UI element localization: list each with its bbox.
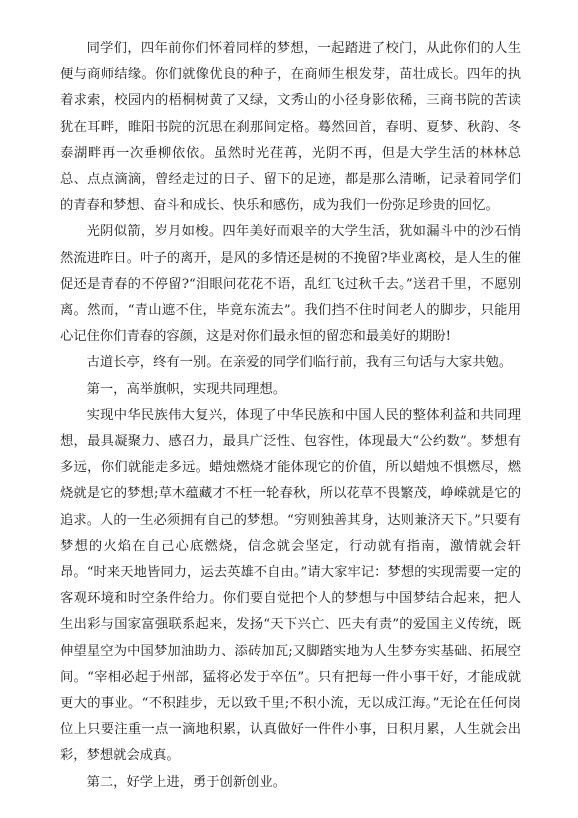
paragraph-intro: 同学们，四年前你们怀着同样的梦想，一起踏进了校门，从此你们的人生便与商师结缘。你们就像优良的种子，在商师生根发芽，苗壮成长。四年的执着求索，校园内的梧桐树黄了又绿，文秀山的小径身影依稀，三商书院的苦读犹在耳畔，睢阳书院的沉思在刹那间定格。蓦然回首，春明、夏梦、秋韵、冬泰湖畔再一次垂柳依依。虽然时光荏苒，光阴不再，但是大学生活的林林总总、点点滴滴，曾经走过的日子、留下的足迹，都是那么清晰，记录着同学们的青春和梦想、奋斗和成长、快乐和感伤，成为我们一份弥足珍贵的回忆。 <box>60 41 521 214</box>
heading-point-two: 第二，好学上进，勇于创新创业。 <box>86 774 287 790</box>
paragraph-dream: 实现中华民族伟大复兴，体现了中华民族和中国人民的整体利益和共同理想，最具凝聚力、感召力，最具广泛性、包容性，体现最大“公约数”。梦想有多远，你们就能走多远。蜡烛燃烧才能体现它的价值，所以蜡烛不惧燃尽，燃烧就是它的梦想;草木蕴藏才不枉一轮春秋，所以花草不畏繁茂，峥嵘就是它的追求。人的一生必须拥有自己的梦想。“穷则独善其身，达则兼济天下。”只要有梦想的火焰在自己心底燃烧，信念就会坚定，行动就有指南，激情就会轩昂。“时来天地皆同力，运去英雄不自由。”请大家牢记：梦想的实现需要一定的客观环境和时空条件给力。你们要自觉把个人的梦想与中国梦结合起来，把人生出彩与国家富强联系起来，发扬“天下兴亡、匹夫有责”的爱国主义传统，既伸望星空为中国梦加油助力、添砖加瓦;又脚踏实地为人生梦夯实基础、拓展空间。“宰相必起于州部，猛将必发于卒伍”。只有把每一件小事干好，才能成就更大的事业。“不积跬步，无以致千里;不积小流，无以成江海。”无论在任何岗位上只要注重一点一滴地积累，认真做好一件件小事，日积月累，人生就会出彩，梦想就会成真。 <box>60 407 521 764</box>
document-body <box>60 36 521 796</box>
paragraph-farewell: 古道长亭，终有一别。在亲爱的同学们临行前，我有三句话与大家共勉。 <box>86 355 513 371</box>
heading-point-one: 第一，高举旗帜，实现共同理想。 <box>86 381 287 397</box>
paragraph-time-flies: 光阴似箭，岁月如梭。四年美好而艰辛的大学生活，犹如漏斗中的沙石悄然流进昨日。叶子的离开，是风的多情还是树的不挽留?毕业离校，是人生的催促还是青春的不停留?“泪眼问花花不语，乱红飞过秋千去。”送君千里，不愿别离。然而，“青山遮不住，毕竟东流去”。我们挡不住时间老人的脚步，只能用心记住你们青春的容颜，这是对你们最永恒的留恋和最美好的期盼! <box>60 224 521 345</box>
